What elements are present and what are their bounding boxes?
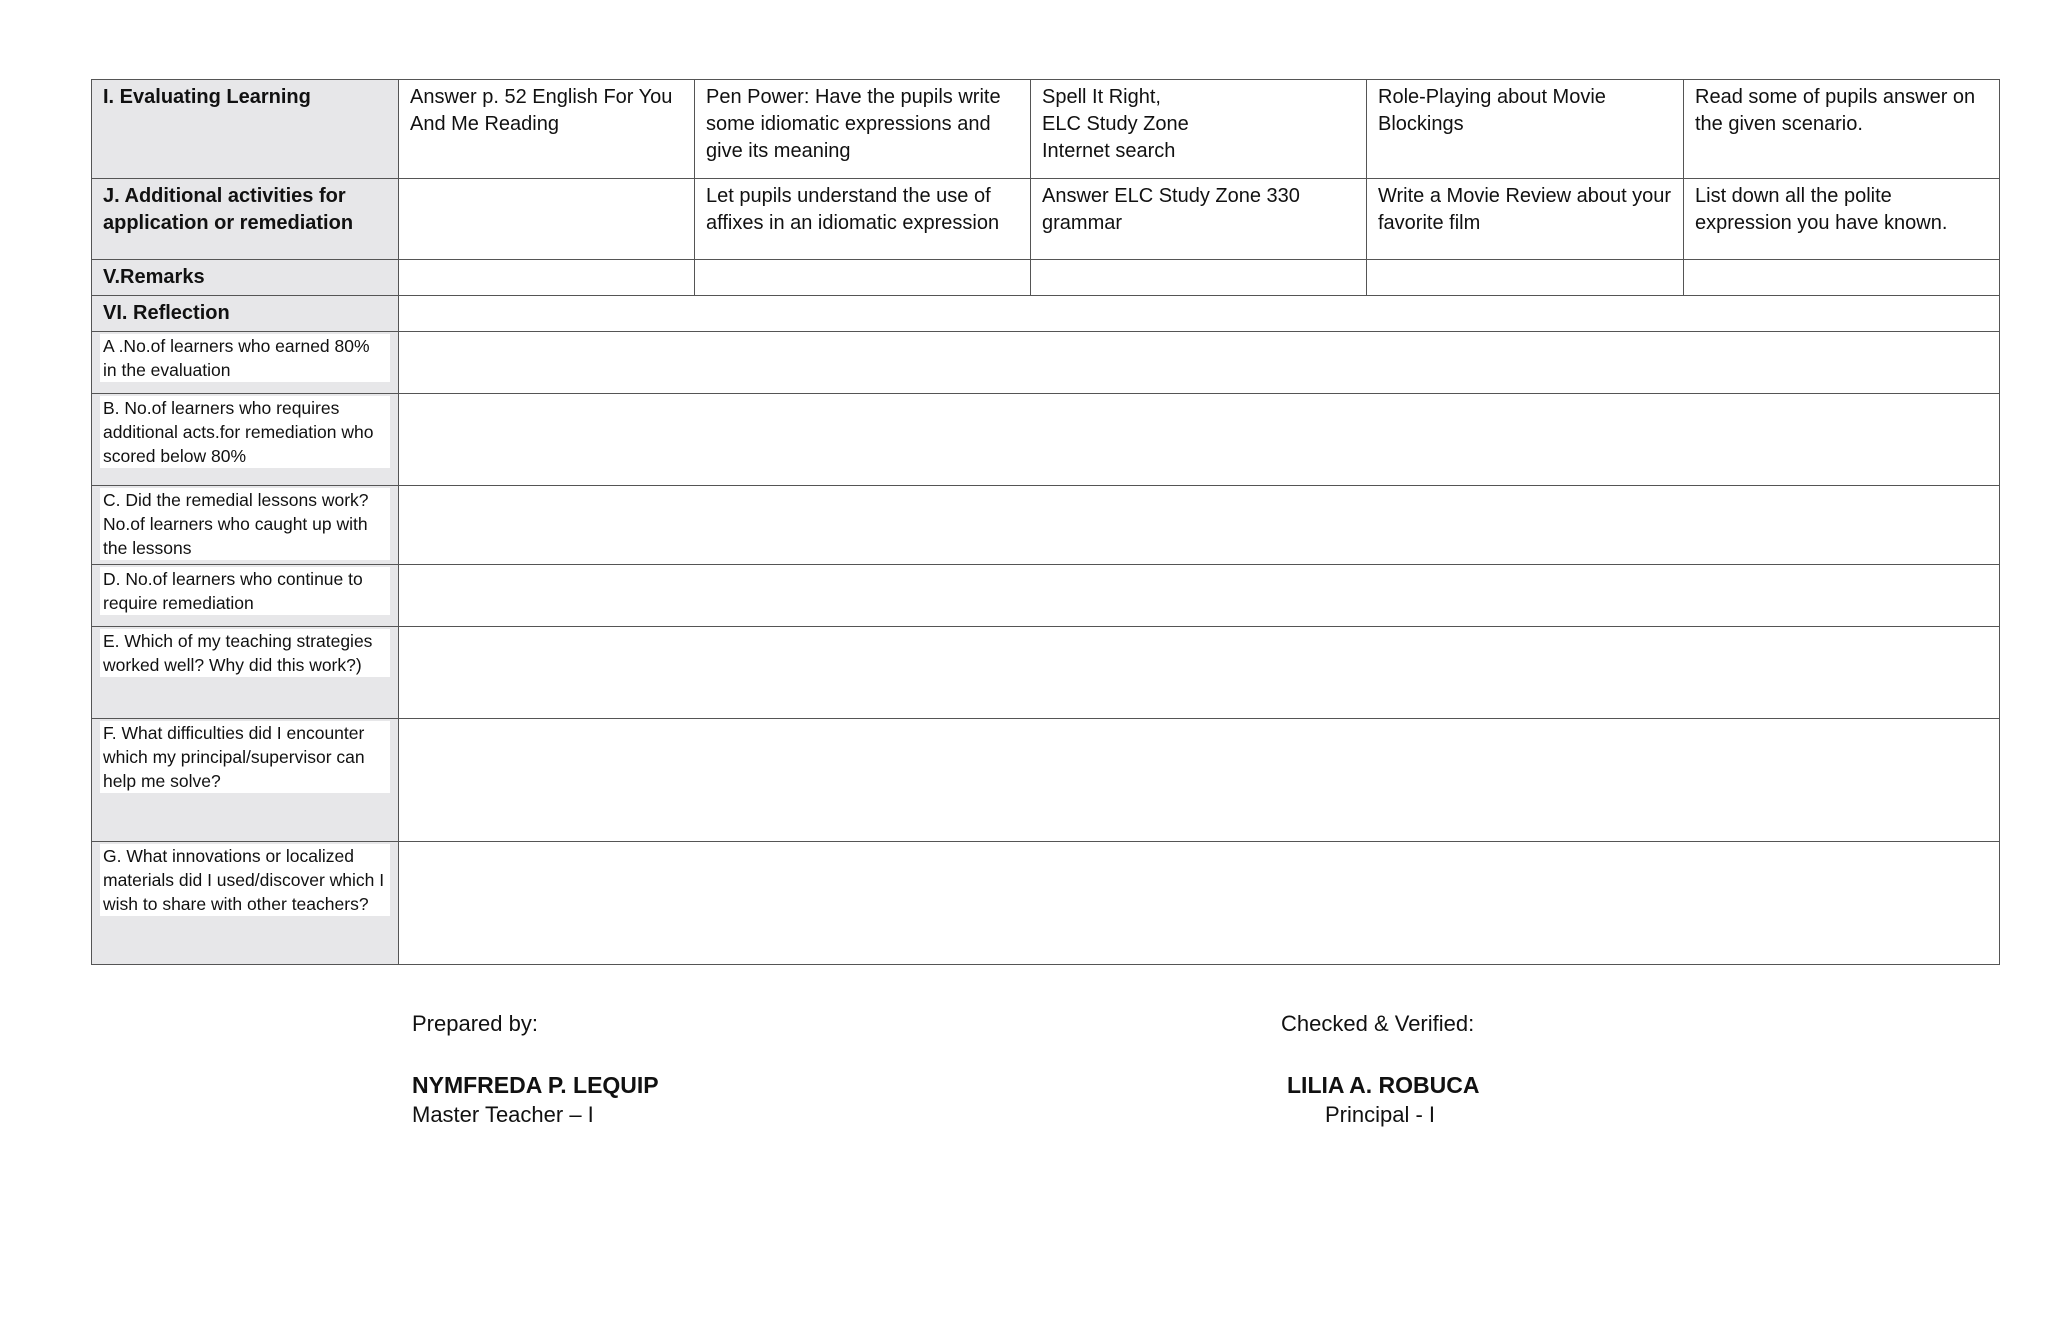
evaluating-cell-1[interactable]: Answer p. 52 English For You And Me Reading — [399, 80, 695, 179]
prepared-by-title: Master Teacher – I — [412, 1102, 594, 1127]
evaluating-cell-3[interactable]: Spell It Right, ELC Study Zone Internet search — [1031, 80, 1367, 179]
additional-cell-3[interactable]: Answer ELC Study Zone 330 grammar — [1031, 179, 1367, 260]
additional-cell-5[interactable]: List down all the polite expression you have known. — [1684, 179, 2000, 260]
reflection-row-e — [92, 627, 2000, 719]
row-additional-activities — [92, 179, 2000, 260]
reflection-row-g — [92, 842, 2000, 965]
row-label-remarks: V.Remarks — [92, 260, 399, 296]
reflection-row-c — [92, 486, 2000, 565]
additional-cell-2[interactable]: Let pupils understand the use of affixes in an idiomatic expression — [695, 179, 1031, 260]
reflection-row-b — [92, 394, 2000, 486]
reflection-row-a — [92, 332, 2000, 394]
reflection-label-e: E. Which of my teaching strategies worked well? Why did this work?) — [92, 627, 399, 719]
remarks-cell-5[interactable] — [1684, 260, 2000, 296]
reflection-label-g: G. What innovations or localized materials did I used/discover which I wish to share with other teachers? — [92, 842, 399, 965]
reflection-row-d — [92, 565, 2000, 627]
row-remarks — [92, 260, 2000, 296]
reflection-label-f: F. What difficulties did I encounter which my principal/supervisor can help me solve? — [92, 719, 399, 842]
reflection-answer-g[interactable] — [399, 842, 2000, 965]
checked-verified-name: LILIA A. ROBUCA — [1287, 1072, 1480, 1098]
checked-verified-label: Checked & Verified: — [1281, 1011, 1475, 1036]
prepared-by-name: NYMFREDA P. LEQUIP — [412, 1072, 659, 1098]
reflection-answer-f[interactable] — [399, 719, 2000, 842]
reflection-label-c: C. Did the remedial lessons work? No.of learners who caught up with the lessons — [92, 486, 399, 565]
prepared-by-label: Prepared by: — [412, 1011, 538, 1036]
reflection-answer-e[interactable] — [399, 627, 2000, 719]
row-reflection — [92, 296, 2000, 332]
row-label-reflection: VI. Reflection — [92, 296, 399, 332]
remarks-cell-3[interactable] — [1031, 260, 1367, 296]
reflection-answer-c[interactable] — [399, 486, 2000, 565]
remarks-cell-4[interactable] — [1367, 260, 1684, 296]
additional-cell-1[interactable] — [399, 179, 695, 260]
evaluating-cell-4[interactable]: Role-Playing about Movie Blockings — [1367, 80, 1684, 179]
row-label-additional: J. Additional activities for application or remediation — [92, 179, 399, 260]
reflection-answer-b[interactable] — [399, 394, 2000, 486]
remarks-cell-1[interactable] — [399, 260, 695, 296]
lesson-plan-table — [91, 79, 2000, 965]
evaluating-cell-5[interactable]: Read some of pupils answer on the given scenario. — [1684, 80, 2000, 179]
row-evaluating-learning — [92, 80, 2000, 179]
reflection-answer-a[interactable] — [399, 332, 2000, 394]
remarks-cell-2[interactable] — [695, 260, 1031, 296]
reflection-cell[interactable] — [399, 296, 2000, 332]
reflection-row-f — [92, 719, 2000, 842]
reflection-label-d: D. No.of learners who continue to require remediation — [92, 565, 399, 627]
reflection-label-b: B. No.of learners who requires additional acts.for remediation who scored below 80% — [92, 394, 399, 486]
row-label-evaluating: I. Evaluating Learning — [92, 80, 399, 179]
additional-cell-4[interactable]: Write a Movie Review about your favorite film — [1367, 179, 1684, 260]
reflection-label-a: A .No.of learners who earned 80% in the evaluation — [92, 332, 399, 394]
checked-verified-title: Principal - I — [1325, 1102, 1436, 1127]
evaluating-cell-2[interactable]: Pen Power: Have the pupils write some idiomatic expressions and give its meaning — [695, 80, 1031, 179]
reflection-answer-d[interactable] — [399, 565, 2000, 627]
